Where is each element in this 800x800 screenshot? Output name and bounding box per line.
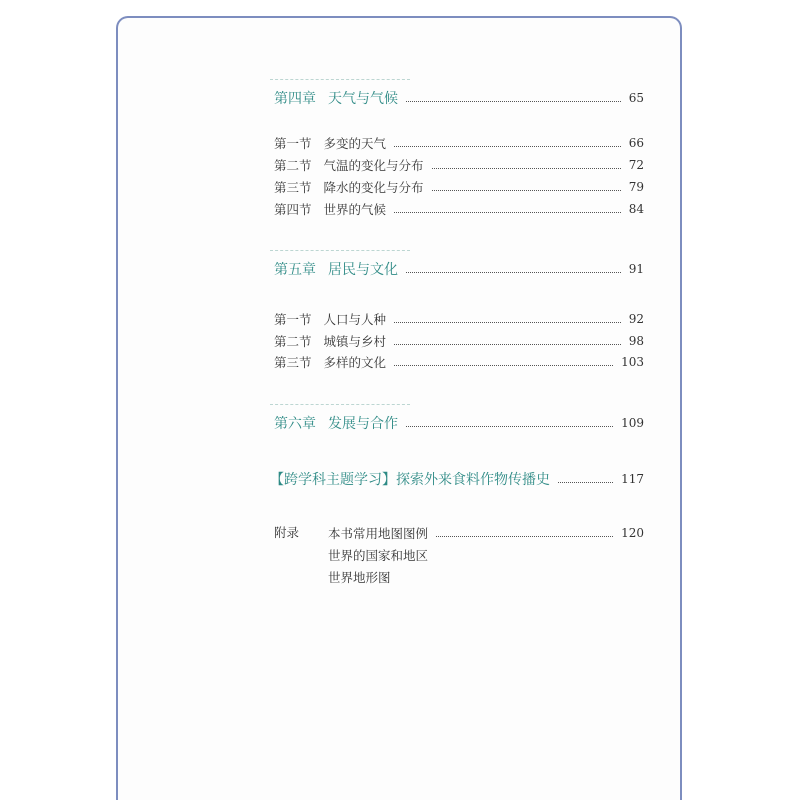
section-entry[interactable] bbox=[270, 352, 644, 372]
section-label: 第一节 bbox=[274, 136, 312, 151]
section-title: 人口与人种 bbox=[323, 312, 387, 327]
dot-leader bbox=[406, 101, 621, 102]
dot-leader bbox=[432, 190, 621, 191]
chapter-title: 居民与文化 bbox=[328, 262, 398, 278]
section-entry[interactable] bbox=[270, 155, 644, 175]
dot-leader bbox=[394, 146, 621, 147]
cross-discipline-entry[interactable] bbox=[270, 467, 644, 491]
appendix-entry[interactable] bbox=[328, 567, 644, 587]
section-entry[interactable] bbox=[270, 309, 644, 329]
chapter-divider bbox=[270, 404, 410, 405]
section-title: 城镇与乡村 bbox=[323, 334, 387, 349]
chapter-divider bbox=[270, 250, 410, 251]
page-number: 92 bbox=[628, 312, 644, 326]
dot-leader bbox=[558, 482, 613, 483]
section-label: 第二节 bbox=[274, 158, 312, 173]
section-entry[interactable] bbox=[270, 331, 644, 351]
section-label: 第二节 bbox=[274, 334, 312, 349]
dot-leader bbox=[406, 272, 621, 273]
chapter-title: 发展与合作 bbox=[328, 416, 398, 432]
appendix-entry[interactable] bbox=[328, 523, 644, 543]
appendix-title: 本书常用地图图例 bbox=[328, 526, 429, 541]
section-entry[interactable] bbox=[270, 199, 644, 219]
section-entry[interactable] bbox=[270, 133, 644, 153]
page-number: 117 bbox=[621, 472, 644, 486]
section-title: 多变的天气 bbox=[323, 136, 387, 151]
page-number: 91 bbox=[628, 262, 644, 276]
page-number: 84 bbox=[628, 202, 644, 216]
page-number: 72 bbox=[628, 158, 644, 172]
page-number: 120 bbox=[621, 526, 644, 540]
dot-leader bbox=[394, 344, 621, 345]
chapter-label: 第四章 bbox=[274, 91, 316, 107]
cross-discipline-title: 【跨学科主题学习】探索外来食料作物传播史 bbox=[270, 472, 550, 488]
page-number: 109 bbox=[621, 416, 644, 430]
dot-leader bbox=[394, 365, 613, 366]
chapter-entry[interactable] bbox=[270, 86, 644, 110]
chapter-divider bbox=[270, 79, 410, 80]
appendix-title: 世界的国家和地区 bbox=[328, 548, 429, 563]
page-number: 98 bbox=[628, 334, 644, 348]
chapter-entry[interactable] bbox=[270, 257, 644, 281]
section-label: 第一节 bbox=[274, 312, 312, 327]
dot-leader bbox=[436, 536, 613, 537]
section-entry[interactable] bbox=[270, 177, 644, 197]
dot-leader bbox=[394, 322, 621, 323]
chapter-title: 天气与气候 bbox=[328, 91, 398, 107]
dot-leader bbox=[394, 212, 621, 213]
page-number: 79 bbox=[628, 180, 644, 194]
appendix-label: 附录 bbox=[274, 525, 300, 540]
dot-leader bbox=[406, 426, 613, 427]
appendix-title: 世界地形图 bbox=[328, 570, 391, 585]
appendix-entry[interactable] bbox=[328, 545, 644, 565]
chapter-label: 第五章 bbox=[274, 262, 316, 278]
section-title: 多样的文化 bbox=[323, 355, 387, 370]
section-label: 第三节 bbox=[274, 180, 312, 195]
section-label: 第三节 bbox=[274, 355, 312, 370]
section-label: 第四节 bbox=[274, 202, 312, 217]
page-number: 66 bbox=[628, 136, 644, 150]
section-title: 世界的气候 bbox=[323, 202, 387, 217]
section-title: 降水的变化与分布 bbox=[323, 180, 424, 195]
section-title: 气温的变化与分布 bbox=[323, 158, 424, 173]
dot-leader bbox=[432, 168, 621, 169]
chapter-entry[interactable] bbox=[270, 411, 644, 435]
chapter-label: 第六章 bbox=[274, 416, 316, 432]
page-number: 65 bbox=[628, 91, 644, 105]
page-number: 103 bbox=[621, 355, 644, 369]
